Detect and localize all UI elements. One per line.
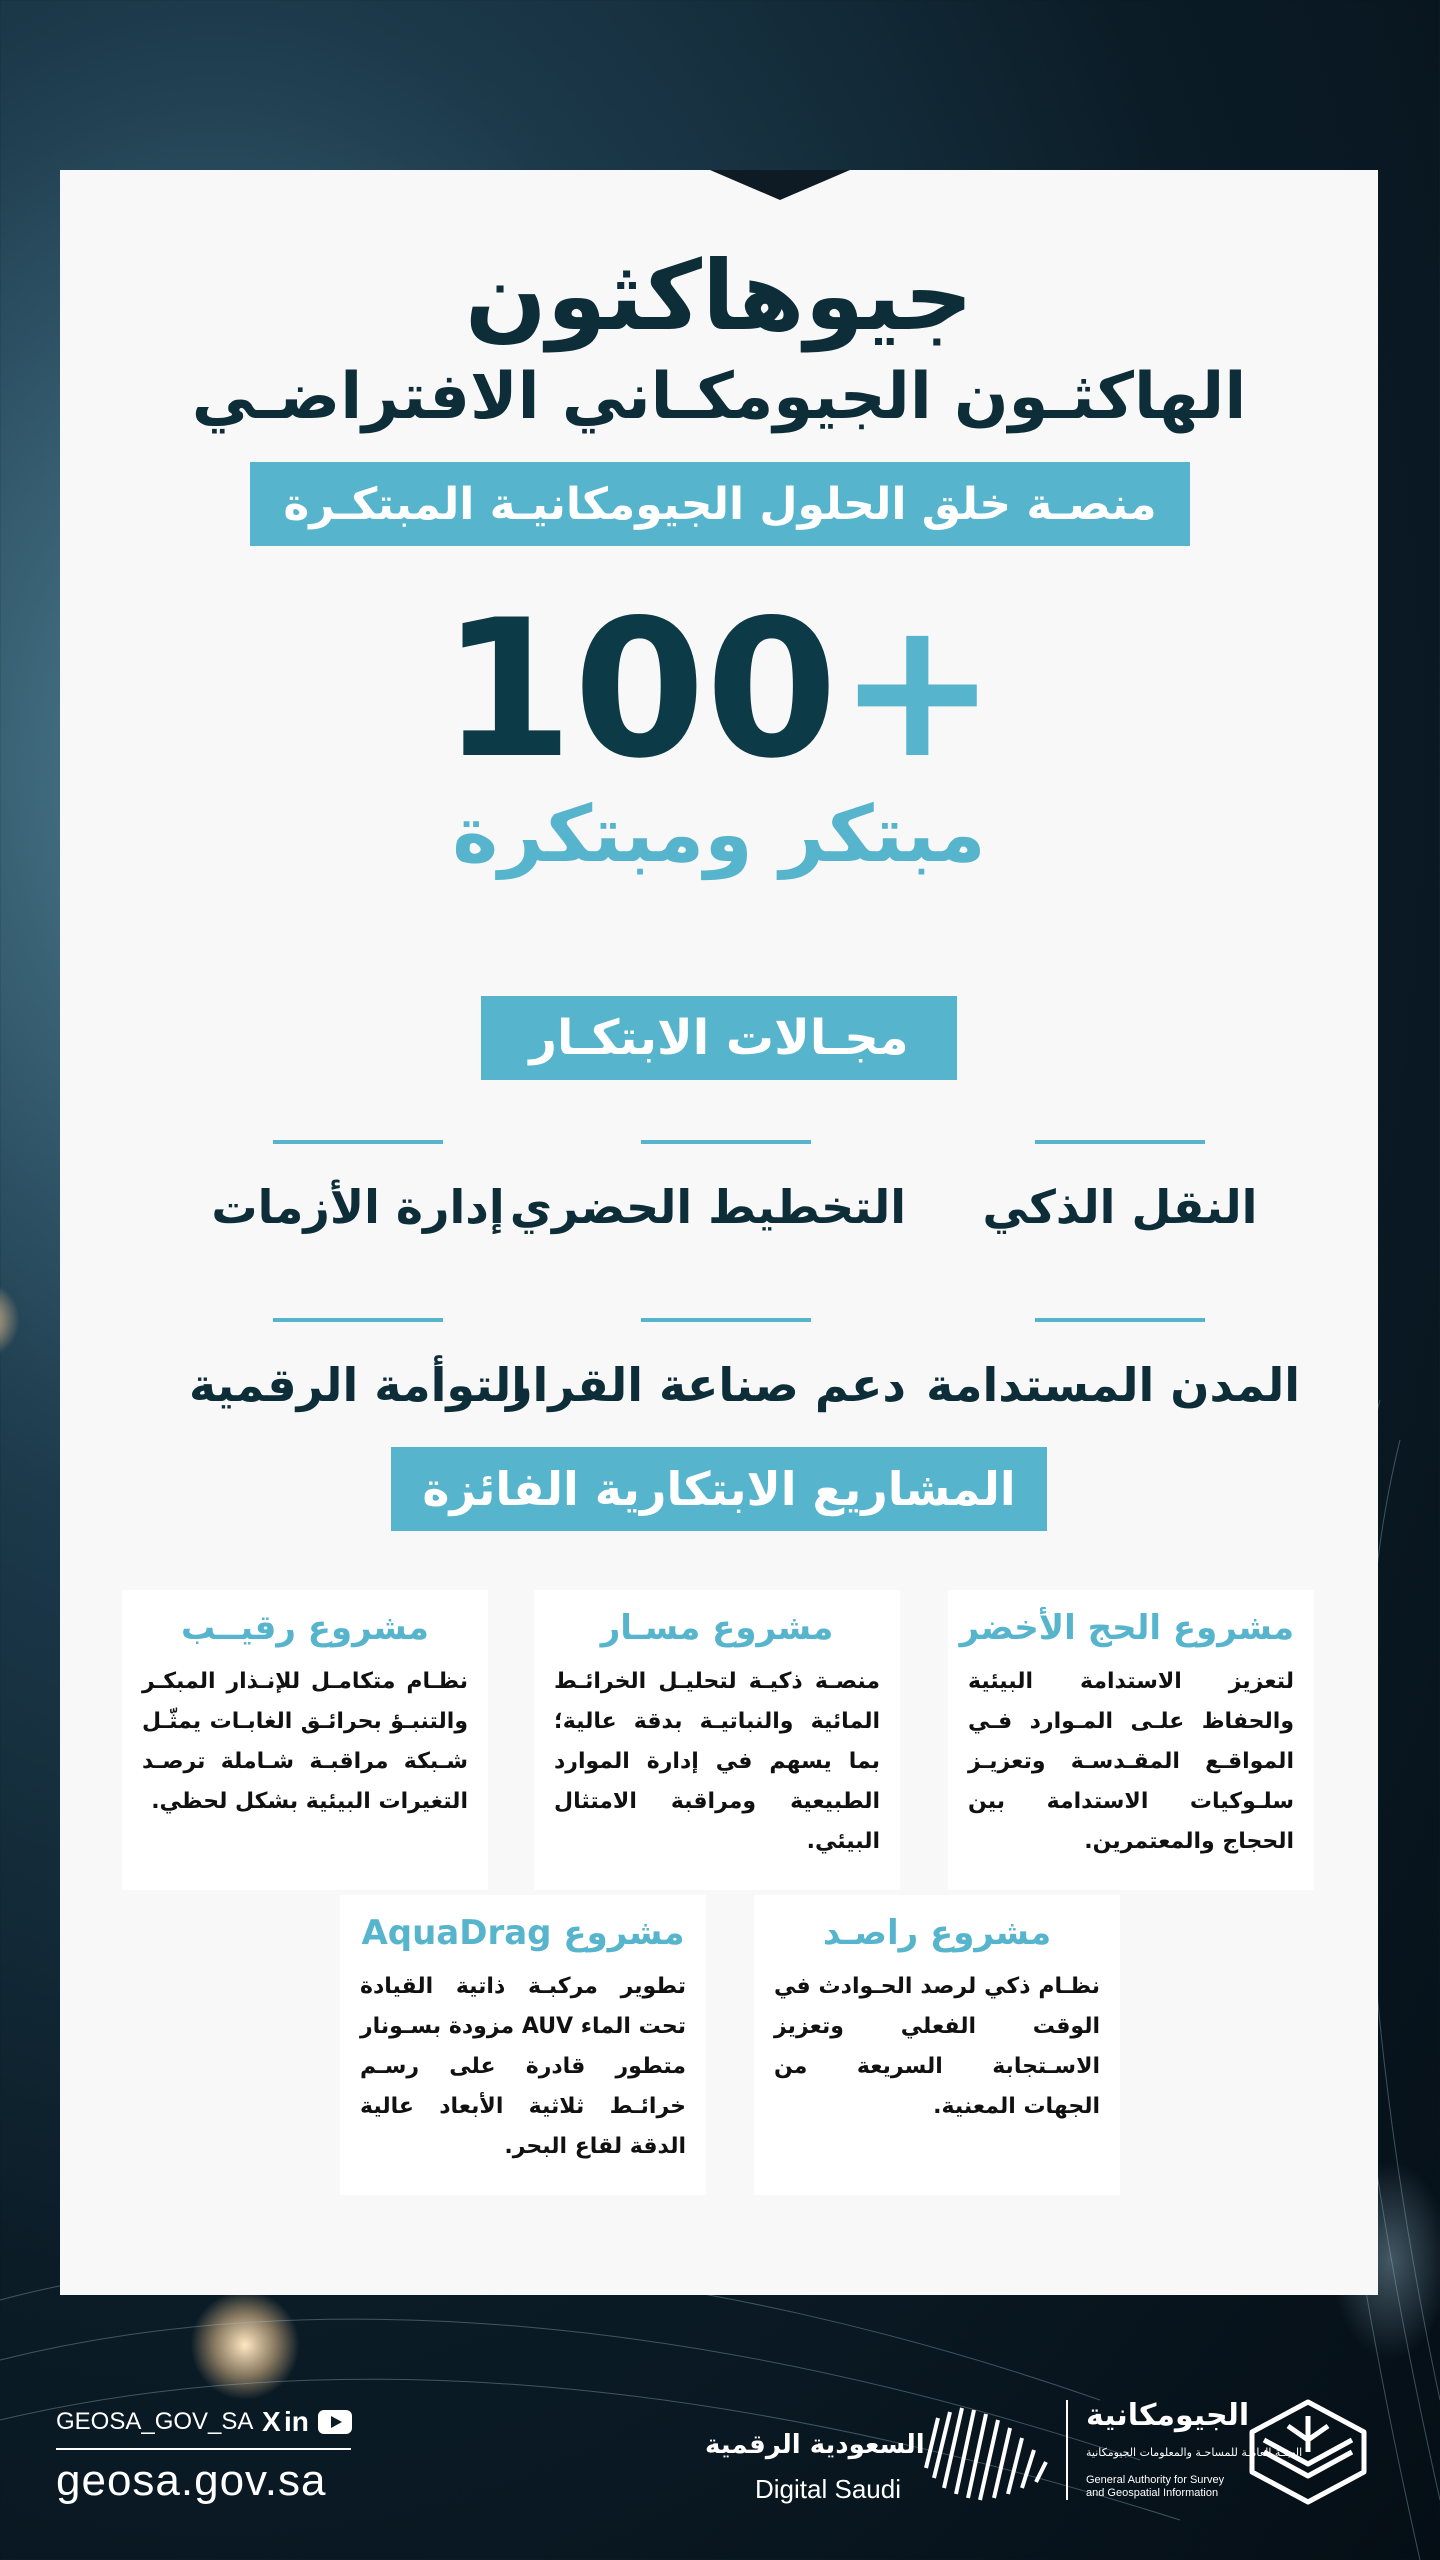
project-title: مشروع الحج الأخضر bbox=[959, 1608, 1294, 1648]
project-title: مشروع مسـار bbox=[600, 1608, 834, 1648]
winners-heading: المشاريع الابتكارية الفائزة bbox=[391, 1447, 1047, 1531]
field-decision-support bbox=[506, 1318, 906, 1412]
digital-saudi-logo-icon bbox=[918, 2398, 1056, 2508]
field-label: النقل الذكي bbox=[982, 1180, 1258, 1234]
logo-separator bbox=[1066, 2400, 1068, 2500]
innovators-count bbox=[60, 579, 1378, 800]
field-divider bbox=[1035, 1140, 1205, 1144]
x-icon[interactable]: X bbox=[262, 2406, 281, 2437]
field-divider bbox=[273, 1140, 443, 1144]
digital-saudi-label-en: Digital Saudi bbox=[755, 2474, 901, 2504]
count-number: 100 bbox=[441, 579, 838, 800]
project-title: مشروع راصـد bbox=[822, 1913, 1052, 1953]
project-description: منصـة ذكيـة لتحليـل الخرائـط المائية والنباتيـة بدقة عالية؛ بما يسهم في إدارة الموارد الطبيعية ومراقبة الامتثال البيئي. bbox=[554, 1669, 880, 1854]
project-description: نظـام متكامـل للإنـذار المبكـر والتنبـؤ بحرائـق الغابـات يمثّـل شـبكة مراقبـة شـاملة ترصـد التغيرات البيئية بشكل لحظي. bbox=[142, 1669, 468, 1814]
project-description: لتعزيز الاستدامة البيئية والحفاظ علـى المـوارد فـي المواقـع المقـدسـة وتعزيـز سلـوكيات الاستدامة بين الحجاج والمعتمرين. bbox=[968, 1669, 1294, 1854]
website-link[interactable]: geosa.gov.sa bbox=[56, 2456, 327, 2505]
project-title: مشروع رقيــب bbox=[181, 1608, 429, 1648]
project-card-masar bbox=[534, 1590, 900, 1890]
field-crisis-management bbox=[178, 1140, 538, 1234]
field-label: إدارة الأزمات bbox=[211, 1180, 505, 1234]
fields-heading: مجـالات الابتكـار bbox=[481, 996, 957, 1080]
field-divider bbox=[1035, 1318, 1205, 1322]
geosa-fullname-ar: الهيئـة العامـة للمساحـة والمعلومات الجيومكانية bbox=[1086, 2446, 1303, 2459]
field-divider bbox=[641, 1318, 811, 1322]
innovators-label: مبتكر ومبتكرة bbox=[452, 790, 986, 880]
field-smart-transport bbox=[940, 1140, 1300, 1234]
info-card bbox=[60, 170, 1378, 2295]
platform-banner: منصـة خلق الحلول الجيومكانيـة المبتكـرة bbox=[250, 462, 1190, 546]
digital-saudi-label-ar: السعودية الرقمية bbox=[705, 2430, 925, 2460]
field-label: التوأمة الرقمية bbox=[188, 1358, 528, 1412]
field-label: التخطيط الحضري bbox=[509, 1180, 906, 1234]
field-urban-planning bbox=[509, 1140, 906, 1234]
plus-sign: + bbox=[837, 579, 997, 800]
field-label: المدن المستدامة bbox=[926, 1358, 1300, 1412]
field-sustainable-cities bbox=[926, 1318, 1300, 1412]
project-card-green-hajj bbox=[948, 1590, 1314, 1890]
geosa-en-line2: and Geospatial Information bbox=[1086, 2487, 1219, 2499]
geosa-name-ar: الجيومكانية bbox=[1086, 2398, 1250, 2433]
page-subtitle: الهاكثـون الجيومكـاني الافتراضـي bbox=[191, 360, 1247, 434]
field-digital-twin bbox=[178, 1318, 538, 1412]
project-description: نظـام ذكي لرصد الحـوادث في الوقت الفعلي وتعزيز الاسـتجابة السريعة من الجهات المعنية. bbox=[774, 1974, 1100, 2119]
footer-divider bbox=[56, 2448, 351, 2450]
field-label: دعم صناعة القرار bbox=[506, 1358, 906, 1412]
project-card-aquadrag bbox=[340, 1895, 706, 2195]
project-card-rased bbox=[754, 1895, 1120, 2195]
social-handle[interactable]: GEOSA_GOV_SA bbox=[56, 2408, 254, 2435]
background-light-orb bbox=[0, 1280, 20, 1360]
geosa-en-line1: General Authority for Survey bbox=[1086, 2474, 1225, 2486]
geosa-fullname-en bbox=[1086, 2474, 1224, 2500]
field-divider bbox=[641, 1140, 811, 1144]
project-title: مشروع AquaDrag bbox=[361, 1913, 685, 1953]
project-card-raqeeb bbox=[122, 1590, 488, 1890]
card-notch bbox=[710, 170, 850, 200]
project-description: تطوير مركبـة ذاتية القيادة تحت الماء AUV مزودة بسـونار متطور قادرة على رسـم خرائـط ثلاثية الأبعاد عالية الدقة لقاع البحر. bbox=[360, 1974, 686, 2159]
field-divider bbox=[273, 1318, 443, 1322]
linkedin-icon[interactable]: in bbox=[284, 2406, 309, 2437]
youtube-icon[interactable] bbox=[318, 2410, 352, 2434]
page-title: جيوهاكثون bbox=[464, 240, 974, 352]
geosa-emblem-icon bbox=[1244, 2396, 1372, 2508]
